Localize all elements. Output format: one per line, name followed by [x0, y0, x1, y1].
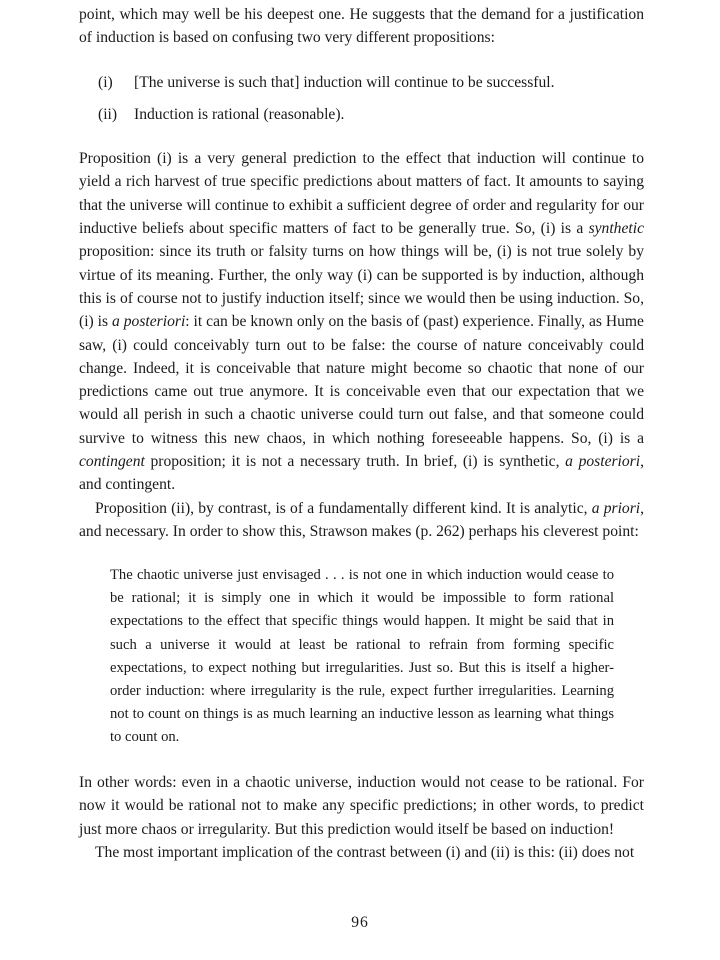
page-number: 96	[351, 914, 369, 931]
proposition-text: Induction is rational (reasonable).	[134, 105, 345, 123]
proposition-text: [The universe is such that] induction will continue to be successful.	[134, 73, 555, 91]
proposition-number: (i)	[98, 73, 113, 91]
text-run: , and necessary. In order to show this, Strawson makes (p. 262) perhaps his cleverest point:	[79, 499, 645, 540]
propositions-list	[98, 71, 644, 127]
proposition-one-paragraph	[79, 147, 644, 496]
conclusion-paragraph: In other words: even in a chaotic universe, induction would not cease to be rational. For now it would be rational not to make any specific predictions; in other words, to predict just more chaos or irregularity. But this prediction would itself be based on induction!	[79, 773, 644, 838]
page-body	[79, 0, 644, 864]
text-run: Proposition (i) is a very general prediction to the effect that induction will continue to yield a rich harvest of true specific predictions about matters of fact. It amounts to saying that the universe will continue to exhibit a sufficient degree of order and regularity for our inductive beliefs about specific matters of fact to be generally true. So, (i) is a	[79, 150, 644, 238]
emphasis: a posteriori	[112, 313, 186, 331]
text-run: proposition; it is not a necessary truth. In brief, (i) is synthetic,	[144, 453, 566, 471]
text-run: Proposition (ii), by contrast, is of a fundamentally different kind. It is analytic,	[95, 499, 592, 517]
intro-paragraph: point, which may well be his deepest one. He suggests that the demand for a justification of induction is based on confusing two very different propositions:	[79, 6, 644, 47]
emphasis: a posteriori	[565, 453, 641, 471]
text-run: : it can be known only on the basis of (past) experience. Finally, as Hume saw, (i) could conceivably turn out to be false: the course of nature conceivably could change. Indeed, it is conceivable that nature might become so chaotic that none of our predictions came out true anymore. It is conceivable even that our expectation that we would all perish in such a chaotic universe could turn out false, and that someone could survive to witness this new chaos, in which nothing foreseeable happens. So, (i) is a	[79, 313, 644, 447]
list-item	[98, 103, 644, 126]
emphasis: synthetic	[588, 220, 644, 238]
proposition-two-paragraph	[79, 497, 644, 544]
emphasis: a priori	[591, 499, 641, 517]
block-quote: The chaotic universe just envisaged . . . is not one in which induction would cease to be rational; it is simply one in which it would be impossible to form rational expectations to the effect that specific things would happen. It might be said that in such a universe it would at least be rational to refrain from forming specific expectations, to expect nothing but irregularities. Just so. But this is itself a higher-order induction: where irregularity is the rule, expect further irregularities. Learning not to count on things is as much learning an inductive lesson as learning what things to count on.	[110, 567, 614, 745]
implication-paragraph: The most important implication of the contrast between (i) and (ii) is this: (ii) does not	[95, 843, 635, 861]
text-run: proposition: since its truth or falsity turns on how things will be, (i) is not true solely by virtue of its meaning. Further, the only way (i) can be supported is by induction, although this is of course not to justify induction itself; since we would then be using induction. So, (i) is	[79, 243, 644, 331]
text-run: , and contingent.	[79, 453, 644, 494]
proposition-number: (ii)	[98, 105, 118, 123]
list-item	[98, 71, 644, 94]
emphasis: contingent	[79, 453, 145, 471]
